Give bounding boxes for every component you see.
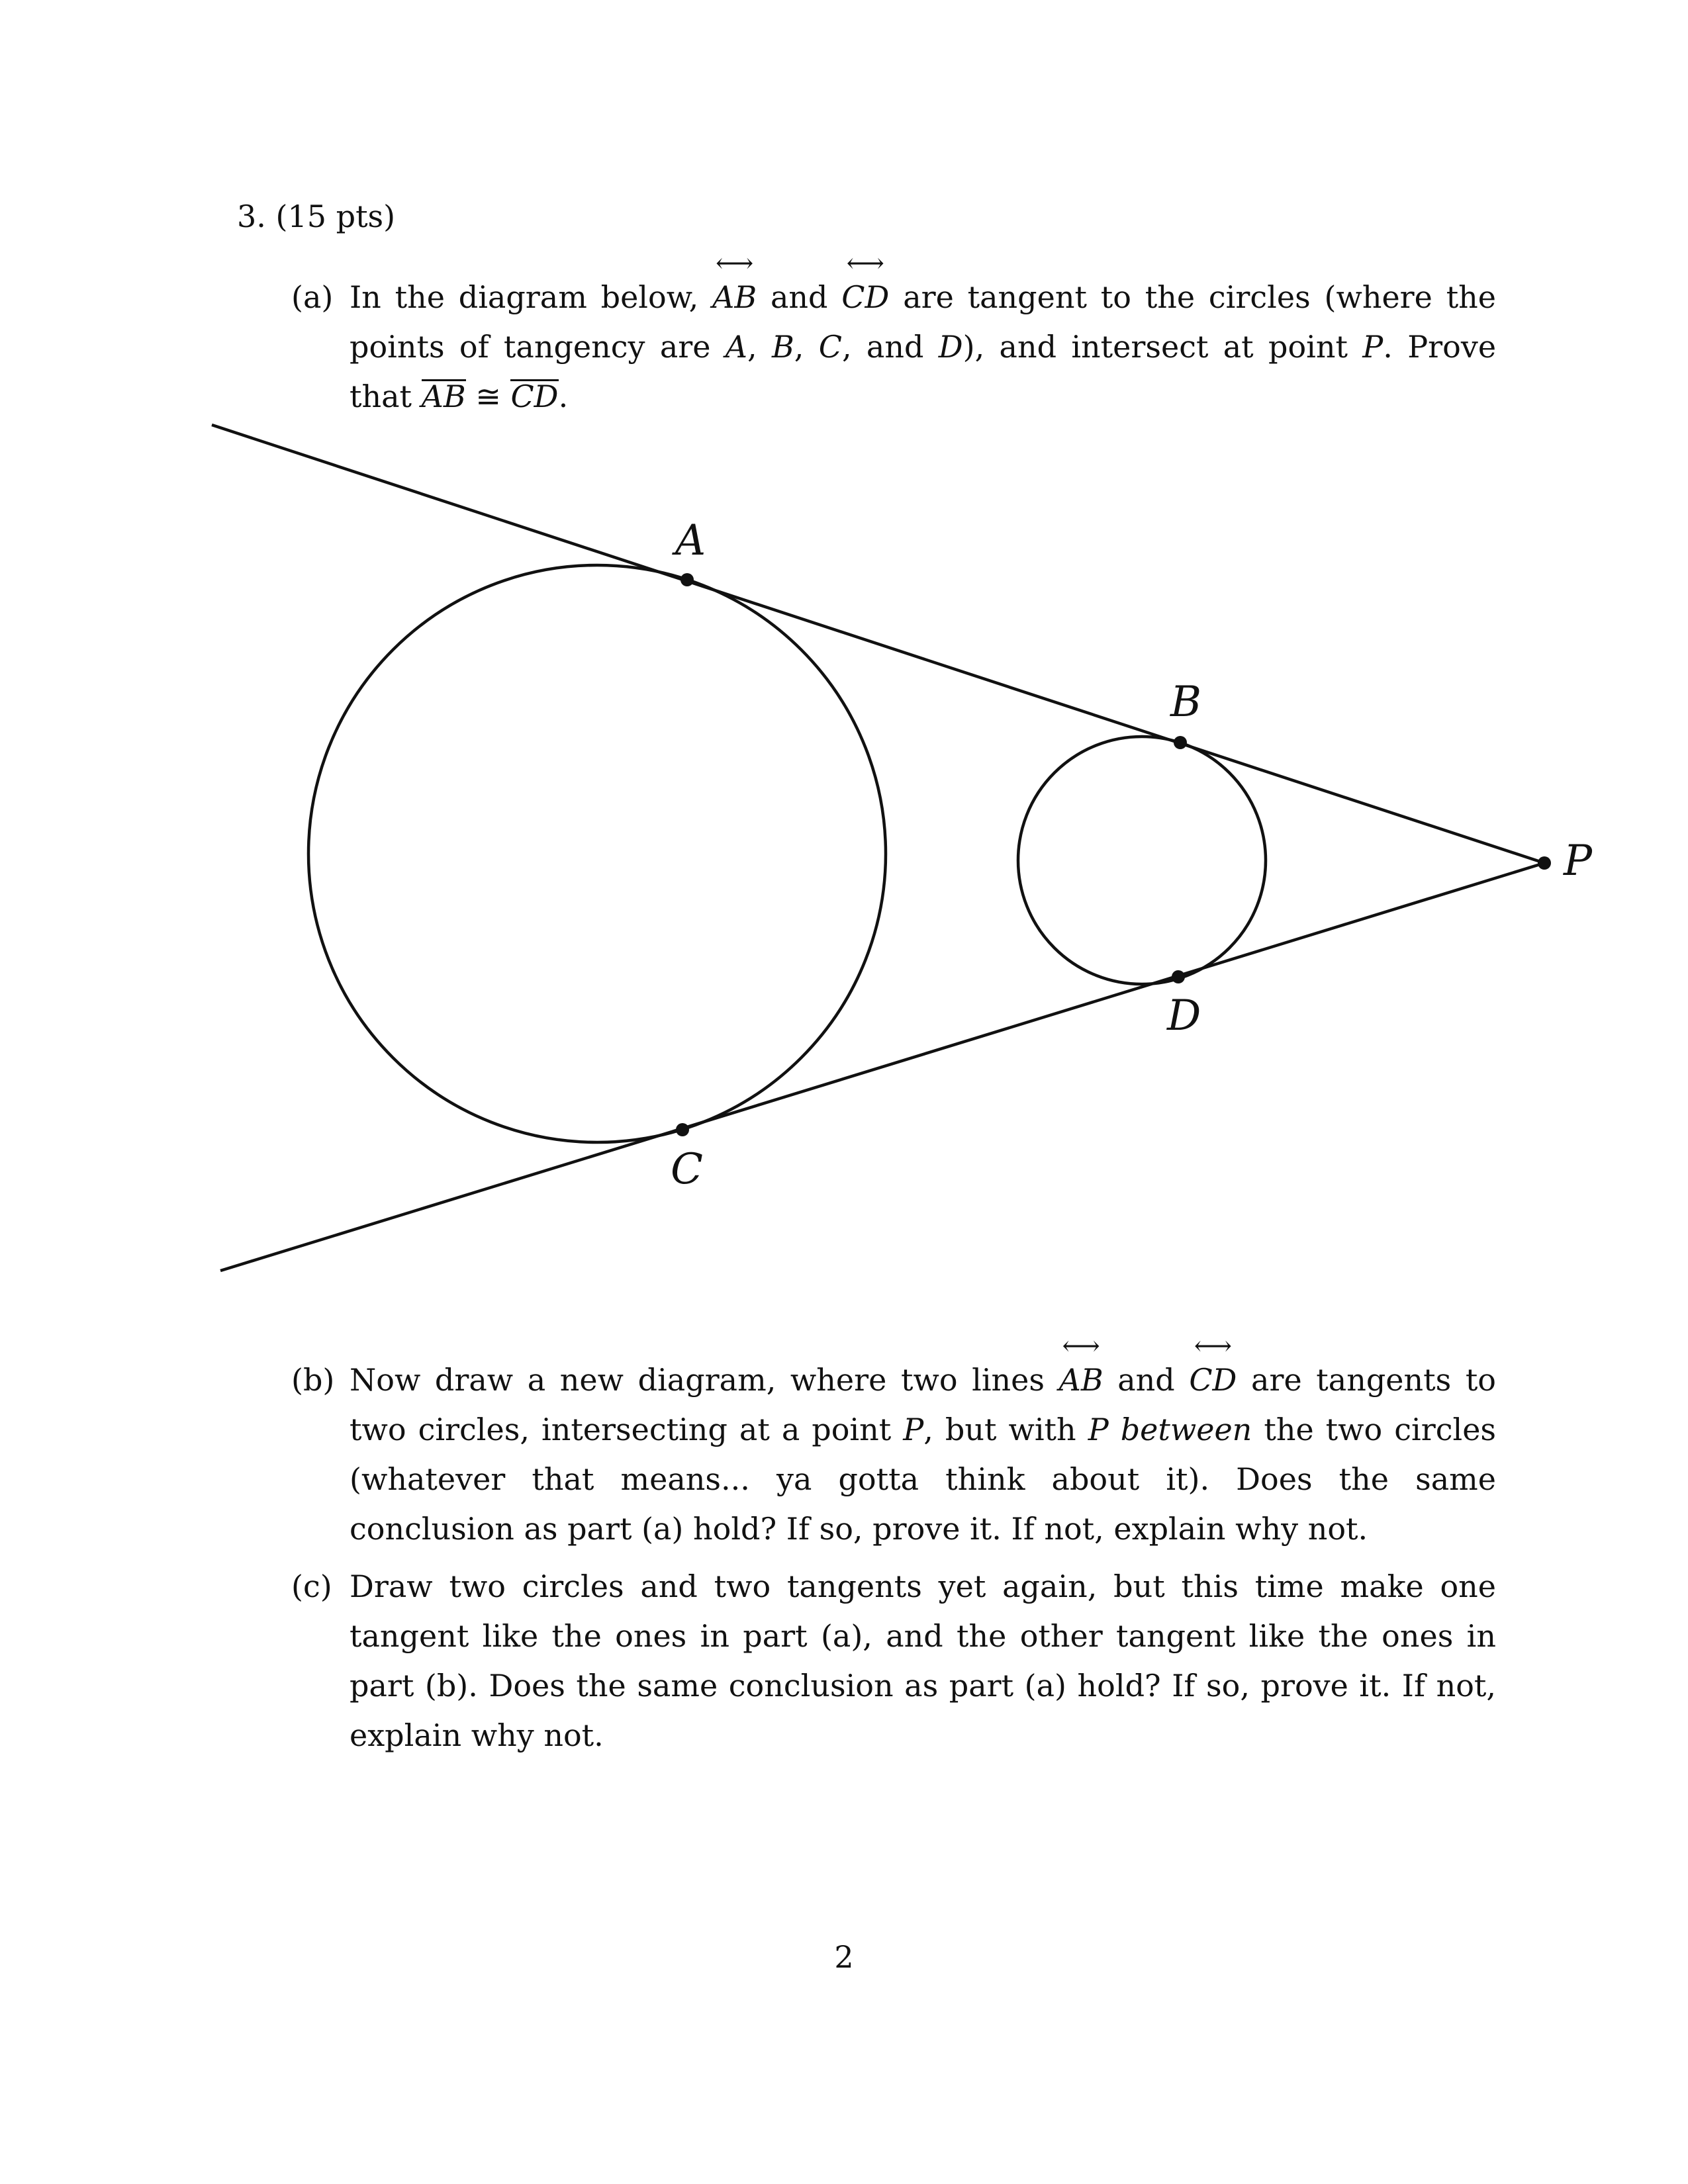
label-c: C (671, 1145, 703, 1194)
tangent-line-cd (220, 863, 1544, 1271)
line-cd-symbol: ⟷ CD (841, 273, 889, 322)
label-p: P (1564, 837, 1593, 886)
page-number: 2 (834, 1939, 854, 1975)
problem-points: (15 pts) (275, 199, 396, 234)
comma: , (794, 329, 804, 365)
point-c-ref: C (818, 329, 842, 365)
part-b (291, 1355, 1496, 1554)
part-b-text-4: the two circles (whatever that means... ya gotta think about it). Does the same conclusion as part (a) hold? If so, prove it. If not, explain why not. (350, 1412, 1497, 1547)
point-b-ref: B (771, 329, 794, 365)
part-b-text-1: Now draw a new diagram, where two lines (350, 1362, 1045, 1398)
segment-cd-symbol: CD (510, 379, 559, 414)
label-d: D (1167, 991, 1201, 1040)
point-c (676, 1123, 689, 1136)
part-c-text: Draw two circles and two tangents yet again, but this time make one tangent like the ones in part (a), and the other tangent like the ones in part (b). Does the same conclusion as part (a) hold? If so, prove it. If not, explain why not. (350, 1569, 1496, 1753)
point-p-ref: P (903, 1412, 924, 1447)
and-word: and (866, 329, 924, 365)
part-b-text (350, 1355, 1496, 1554)
part-c (291, 1562, 1496, 1760)
part-a-text-3: ), and intersect at point (962, 329, 1348, 365)
part-b-text-2: are tangents to two circles, intersecting at a point (350, 1362, 1496, 1447)
point-p-ref: P (1362, 329, 1383, 365)
and-word: and (770, 279, 828, 315)
small-circle (1018, 737, 1266, 984)
point-a (680, 573, 694, 586)
point-d-ref: D (938, 329, 963, 365)
part-b-label: (b) (291, 1362, 335, 1398)
label-b: B (1170, 678, 1202, 727)
comma: , (747, 329, 757, 365)
part-b-text-3: , but with (923, 1412, 1076, 1447)
point-p (1538, 856, 1551, 870)
period: . (558, 379, 569, 414)
point-b (1174, 736, 1187, 749)
line-ab-symbol: ⟷ AB (1059, 1355, 1103, 1405)
line-cd-symbol: ⟷ CD (1189, 1355, 1237, 1405)
point-a-ref: A (725, 329, 748, 365)
part-a-text-4: . Prove that (350, 329, 1497, 414)
part-a-text-2: are tangent to the circles (where the points of tangency are (350, 279, 1497, 365)
comma: , (841, 329, 852, 365)
line-ab-symbol: ⟷ AB (712, 273, 757, 322)
part-c-label: (c) (291, 1569, 332, 1604)
tangent-line-ab (212, 425, 1544, 863)
congruent-symbol: ≅ (475, 379, 501, 414)
part-a-label: (a) (291, 279, 334, 315)
large-circle (308, 565, 886, 1142)
emphasis-between: between (1120, 1412, 1252, 1447)
part-a-text-1: In the diagram below, (350, 279, 699, 315)
label-a: A (675, 516, 706, 565)
point-p-ref: P (1088, 1412, 1109, 1447)
point-d (1172, 970, 1185, 983)
and-word: and (1117, 1362, 1175, 1398)
problem-number: 3. (237, 199, 266, 234)
segment-ab-symbol: AB (421, 379, 466, 414)
